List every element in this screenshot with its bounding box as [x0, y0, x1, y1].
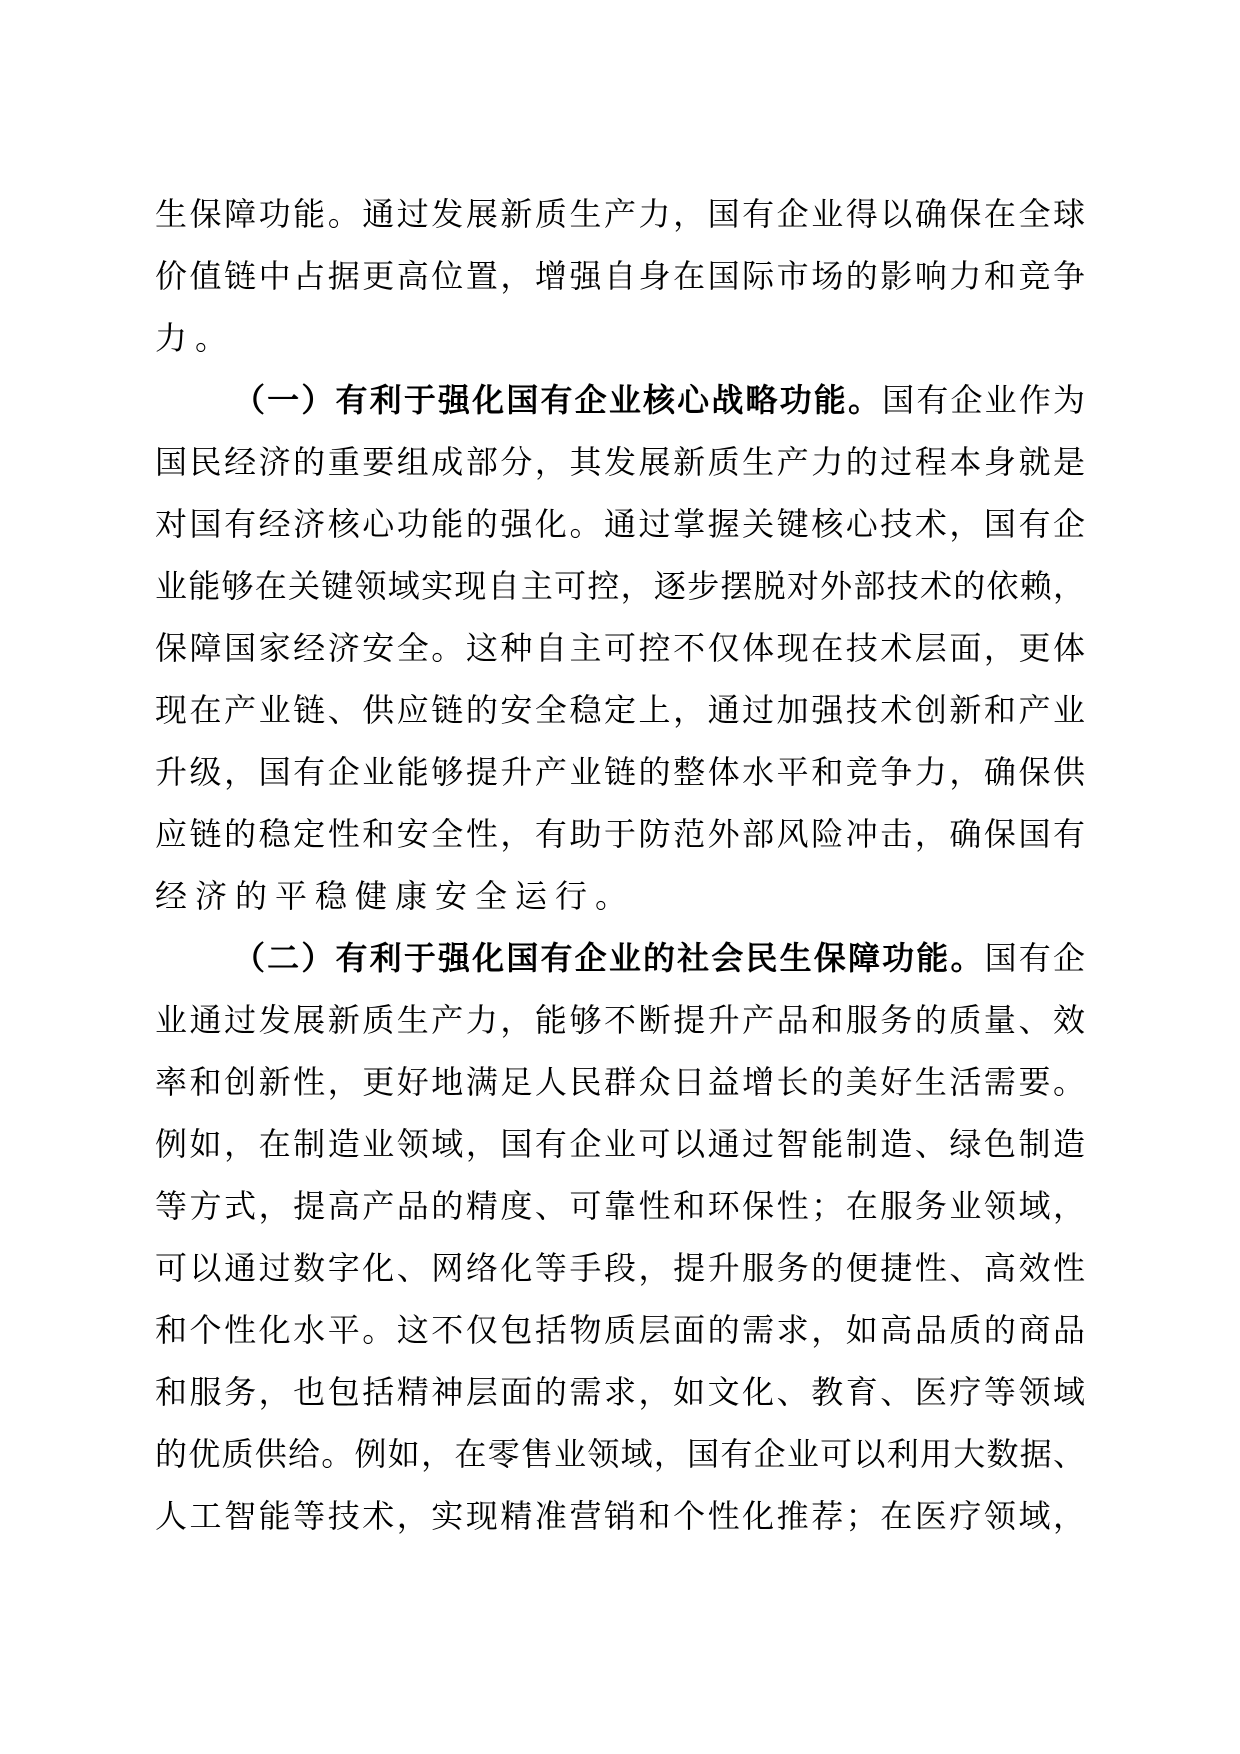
text-line: 业能够在关键领域实现自主可控，逐步摆脱对外部技术的依赖， [155, 567, 1085, 605]
text-line: 率和创新性，更好地满足人民群众日益增长的美好生活需要。 [155, 1063, 1085, 1101]
text-line: 业通过发展新质生产力，能够不断提升产品和服务的质量、效 [155, 1001, 1085, 1039]
text-line: 力。 [155, 319, 236, 357]
section-1-heading: （一）有利于强化国有企业核心战略功能。 [233, 381, 883, 419]
section-2-first-line [155, 927, 1085, 989]
text-line: 可以通过数字化、网络化等手段，提升服务的便捷性、高效性 [155, 1249, 1085, 1287]
section-1-first-line-text: 国有企业作为 [882, 381, 1085, 419]
text-line: 人工智能等技术，实现精准营销和个性化推荐；在医疗领域， [155, 1497, 1085, 1535]
section-2-paragraph [155, 927, 1085, 1547]
section-2-heading: （二）有利于强化国有企业的社会民生保障功能。 [233, 939, 985, 977]
text-line: 等方式，提高产品的精度、可靠性和环保性；在服务业领域， [155, 1187, 1085, 1225]
text-line: 例如，在制造业领域，国有企业可以通过智能制造、绿色制造 [155, 1125, 1085, 1163]
section-1-paragraph [155, 369, 1085, 927]
section-2-first-line-text: 国有企 [984, 939, 1085, 977]
text-line: 价值链中占据更高位置，增强自身在国际市场的影响力和竞争 [155, 257, 1085, 295]
text-line: 应链的稳定性和安全性，有助于防范外部风险冲击，确保国有 [155, 815, 1085, 853]
text-line: 和个性化水平。这不仅包括物质层面的需求，如高品质的商品 [155, 1311, 1085, 1349]
text-line: 升级，国有企业能够提升产业链的整体水平和竞争力，确保供 [155, 753, 1085, 791]
intro-paragraph [155, 183, 1085, 369]
text-line: 国民经济的重要组成部分，其发展新质生产力的过程本身就是 [155, 443, 1085, 481]
text-line: 生保障功能。通过发展新质生产力，国有企业得以确保在全球 [155, 195, 1085, 233]
section-1-first-line [155, 369, 1085, 431]
text-line: 保障国家经济安全。这种自主可控不仅体现在技术层面，更体 [155, 629, 1085, 667]
text-line: 和服务，也包括精神层面的需求，如文化、教育、医疗等领域 [155, 1373, 1085, 1411]
text-line: 的优质供给。例如，在零售业领域，国有企业可以利用大数据、 [155, 1435, 1085, 1473]
document-body [155, 183, 1085, 1547]
text-line: 经济的平稳健康安全运行。 [155, 877, 636, 915]
text-line: 现在产业链、供应链的安全稳定上，通过加强技术创新和产业 [155, 691, 1085, 729]
text-line: 对国有经济核心功能的强化。通过掌握关键核心技术，国有企 [155, 505, 1085, 543]
